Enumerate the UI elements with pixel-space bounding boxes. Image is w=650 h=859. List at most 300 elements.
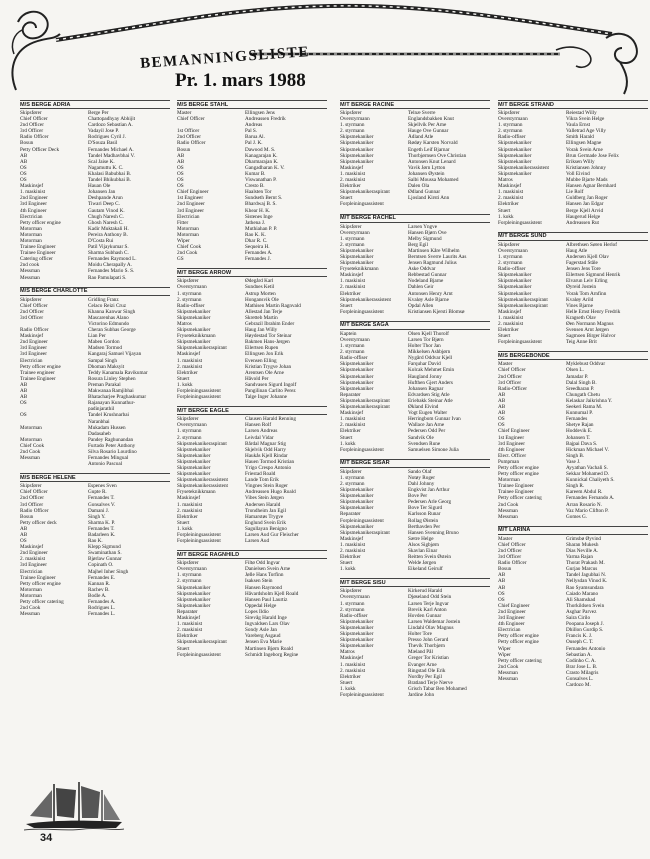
crew-role: 2. styrmann xyxy=(340,606,365,613)
crew-name: Andreassen Fredrik xyxy=(245,116,286,123)
crew-name: Cheran Subhas George xyxy=(88,327,136,334)
crew-role: 2nd Engineer xyxy=(20,195,48,202)
crew-name: Dahl Johnny xyxy=(408,480,435,487)
crew-name: Tandel Jagubhai N. xyxy=(566,572,607,579)
crew-role: Master xyxy=(177,110,192,116)
crew-role: 2nd Officer xyxy=(177,134,201,141)
crew-name: Hongansvik Ole xyxy=(245,296,279,303)
crew-role: Petty officer engine xyxy=(20,363,61,370)
crew-role: Messman xyxy=(20,268,40,275)
crew-role: Skipsfører xyxy=(20,296,42,303)
crew-name: Rosura Linley Stephen xyxy=(88,375,136,382)
crew-role: Fryseteknikkmann xyxy=(177,333,216,340)
crew-name: Pedersen Odd Per xyxy=(408,428,446,435)
crew-name: Ingvaldsen Lars Olav xyxy=(245,621,290,628)
column-2 xyxy=(177,100,327,664)
crew-name: Silva Rosario Lourdino xyxy=(88,448,137,455)
crew-row xyxy=(177,256,327,262)
crew-role: Petty officer catering xyxy=(20,599,64,606)
crew-name: Pangilinan Carlito Perez xyxy=(245,388,296,395)
ship-section xyxy=(177,268,327,400)
crew-name: Mikkelsen Ashbjørn xyxy=(408,349,451,356)
crew-name: Trondheim Jan Egil xyxy=(245,507,287,514)
crew-role: 3rd Officer xyxy=(20,128,44,135)
crew-role: Chief Officer xyxy=(177,116,205,123)
crew-name: Bove Per xyxy=(408,493,428,500)
crew-role: AB xyxy=(498,404,506,411)
crew-name: Rebbestad Gunnar xyxy=(408,272,447,279)
crew-role: Reparatør xyxy=(340,391,361,398)
crew-name: Larsen Tor Bjørn xyxy=(408,337,444,343)
crew-role: 2nd Officer xyxy=(20,308,44,315)
crew-name: Patil Vijaykumar S. xyxy=(88,244,129,251)
crew-role: Overstyrmann xyxy=(340,229,370,236)
crew-name: Hufthen Gjert Anders xyxy=(408,379,453,386)
crew-name: Grisch Tabar Ben Mohamed xyxy=(408,685,467,692)
crew-role: Reparatør xyxy=(340,511,361,518)
crew-name: Vase J. xyxy=(566,458,581,465)
crew-name: Barua Al. xyxy=(245,134,265,141)
crew-row xyxy=(340,309,490,315)
crew-name: Skjellvik Per Arne xyxy=(408,122,447,129)
crew-name: Ringstad Ole Erik xyxy=(408,667,446,674)
crew-name: Francis K. J. xyxy=(566,633,593,640)
crew-role: AB xyxy=(20,532,28,538)
crew-name: Clausen Harald Renning xyxy=(245,416,296,423)
crew-role: Skipsmekaniker xyxy=(340,146,374,153)
crew-name: Ellingsen Jon Erik xyxy=(245,351,284,358)
crew-name: Herringbom Gunnar Ivan xyxy=(408,416,461,423)
crew-role: 1. styrmann xyxy=(498,253,523,260)
crew-name: Ellingsen Magne xyxy=(566,140,602,147)
crew-role: 1. maskinist xyxy=(340,541,366,548)
crew-role: Petty officer deck xyxy=(20,519,57,526)
crew-role: 2. maskinist xyxy=(340,667,366,674)
crew-role: 2. styrmann xyxy=(340,480,365,487)
crew-name: Fernandes Michael A. xyxy=(88,146,134,153)
crew-name: Pandey Raghunandan xyxy=(88,436,134,443)
crew-role: OS xyxy=(498,416,505,423)
crew-role: Skipsmekaniker xyxy=(177,464,211,471)
crew-role: Maskinsjef xyxy=(20,183,44,190)
crew-role: 1. maskinist xyxy=(177,621,203,628)
crew-name: Teig Anne Brit xyxy=(566,339,597,346)
crew-name: Makwanaa Ramjibhai xyxy=(88,388,134,395)
crew-role: Forpleiningsassistent xyxy=(340,308,384,315)
crew-role: OS xyxy=(20,538,27,545)
crew-role: AB xyxy=(20,525,28,532)
crew-role: 2. maskinist xyxy=(340,284,366,291)
crew-role: Trainee Engineer xyxy=(498,483,534,490)
crew-name: Schmidt Ingeborg Regine xyxy=(245,651,299,658)
crew-name: Varma Rajan xyxy=(566,554,593,561)
crew-name: Øyreid Jostein xyxy=(566,284,597,291)
crew-role: 1. styrmann xyxy=(340,474,365,481)
sailing-ship-illustration xyxy=(24,780,124,832)
crew-name: Eikeland Geirulf xyxy=(408,566,443,573)
crew-role: Skipsfører xyxy=(177,278,199,285)
crew-name: Singh B. xyxy=(566,452,585,459)
crew-name: Bajpai Dava S. xyxy=(566,440,598,447)
crew-name: Skretteb Martin xyxy=(245,314,278,321)
ship-name: M/T BERGE SISAR xyxy=(340,459,490,468)
crew-name: Håvardsholm Kjell Roald xyxy=(245,590,299,597)
crew-name: Codinho C. A. xyxy=(566,657,596,664)
crew-name: Johansen T. xyxy=(566,434,591,441)
crew-role: 1. kokk xyxy=(340,685,356,692)
crew-role: Petty officer catering xyxy=(498,495,542,502)
crew-role: 1. styrmann xyxy=(340,600,365,607)
crew-name: Viswanathan P. xyxy=(245,177,277,184)
crew-role: Maskinsjef xyxy=(340,164,364,171)
crew-role: 1. kokk xyxy=(340,440,356,447)
crew-role: AB xyxy=(20,394,28,401)
crew-role: Trainee Engineer xyxy=(20,375,56,382)
crew-role: Petty officer engine xyxy=(20,219,61,226)
crew-name: Alsos Sigbjørn xyxy=(408,541,439,548)
ship-section xyxy=(340,459,490,573)
crew-role: Matros xyxy=(177,321,192,327)
crew-name: Leivdal Vidar xyxy=(245,434,274,441)
crew-name: Sando Olaf xyxy=(408,468,432,475)
crew-role: Skipsfører xyxy=(20,483,42,490)
crew-name: Edvardsen Stig Atle xyxy=(408,391,450,398)
crew-name: Antonsen Henry Arnt xyxy=(408,290,453,297)
crew-name: Vareberg Asgaud xyxy=(245,633,281,640)
crew-role: Skipsmekanikerassistent xyxy=(177,483,229,490)
crew-role: Elektriker xyxy=(177,513,198,520)
crew-role: Elektriker xyxy=(177,633,198,640)
crew-name: Furtado Peter Anthony xyxy=(88,442,136,449)
crew-name: Rao Syamsundara xyxy=(566,584,604,591)
crew-name: Vorak Svein Arne xyxy=(566,146,603,153)
crew-role: Kaptein xyxy=(340,330,357,337)
ship-name: M/T LARINA xyxy=(498,526,648,535)
crew-role: Radio Officer xyxy=(20,134,49,141)
crew-role: Trainee Engineer xyxy=(20,574,56,581)
crew-name: Eriksen Willy xyxy=(566,158,595,165)
crew-role: Maskinsjef xyxy=(20,544,44,551)
ship-section xyxy=(340,321,490,453)
crew-name: Vavik Jørn Lytton xyxy=(408,164,446,171)
crew-role: Forpleiningsassistent xyxy=(498,219,542,226)
crew-name: Khear H. K. xyxy=(245,207,271,214)
crew-name: Hoddevik E. xyxy=(566,428,593,435)
crew-name: Ellingsen Jens xyxy=(245,110,275,116)
crew-role: OS xyxy=(498,596,505,603)
crew-role: 3rd Officer xyxy=(498,379,522,386)
crew-role: Chief Officer xyxy=(498,367,526,374)
crew-role: Maskinsjef xyxy=(498,183,522,190)
crew-name: Cresto B. xyxy=(245,183,265,190)
crew-name: Vines Bjarne xyxy=(566,302,593,309)
crew-name: Rodrigues Cyril J. xyxy=(88,134,126,141)
crew-role: AB xyxy=(20,152,28,159)
crew-name: Brar Jose L. B. xyxy=(566,663,598,670)
crew-name: Shetye Rajan xyxy=(566,422,594,429)
crew-name: Jensen Eva Marie xyxy=(245,639,282,646)
crew-name: Antonsen Knut Lenard xyxy=(408,158,456,165)
page-date: Pr. 1. mars 1988 xyxy=(175,70,306,91)
crew-role: 2. maskinist xyxy=(498,195,524,202)
crew-role: Electrician xyxy=(20,357,43,364)
crew-name: Hansen Jan Edgar xyxy=(566,201,604,208)
crew-name: Smith Harald xyxy=(566,134,594,141)
crew-role: Maskinsjef xyxy=(177,495,201,502)
crew-role: Radio-offiser xyxy=(498,134,526,141)
crew-name: Fagerstad Ståle xyxy=(566,260,598,267)
crew-name: Nordby Per Egil xyxy=(408,673,443,680)
crew-name: Astrup Morten xyxy=(245,290,276,297)
crew-role: Skipsmekanikerassistent xyxy=(340,296,392,303)
crew-row xyxy=(20,611,170,617)
page-number: 34 xyxy=(40,832,53,844)
crew-name: Badarleen K. xyxy=(88,532,116,538)
crew-role: Skipsmekaniker xyxy=(498,278,532,285)
crew-name: Muthiahan P. P. xyxy=(245,225,278,232)
crew-role: Skipsmekaniker xyxy=(340,361,374,368)
crew-role: Skipsfører xyxy=(498,110,520,116)
crew-role: Elektriker xyxy=(498,327,519,334)
crew-role: Elektriker xyxy=(340,554,361,561)
crew-name: Berg Egil xyxy=(408,241,428,248)
crew-name: Rollag Øistein xyxy=(408,517,439,524)
crew-name: Larsen Waldemar Jostein xyxy=(408,618,461,625)
crew-role: 2nd Engineer xyxy=(20,550,48,557)
crew-name: Skjelvik Odd Harry xyxy=(245,446,286,453)
crew-role: 2. styrmann xyxy=(498,260,523,267)
crew-role: Skipsmekaniker xyxy=(177,590,211,597)
crew-name: Sirevåg Harald Inge xyxy=(245,615,287,622)
crew-name: Dhoman Maksyit xyxy=(88,363,125,370)
crew-role: Trainee engineer xyxy=(20,369,55,376)
crew-role: Electrician xyxy=(20,568,43,575)
crew-role: Skipsmekanikeraspirant xyxy=(340,189,390,196)
crew-name: Opdal Allen xyxy=(408,302,434,309)
crew-name: Andreassen Hugo Roald xyxy=(245,489,296,496)
crew-role: Pumpman xyxy=(498,458,520,465)
crew-name: Ødegård Karl xyxy=(245,278,274,285)
crew-role: 1. styrmann xyxy=(340,122,365,129)
crew-name: Jølle Hans Torfinn xyxy=(245,572,284,579)
crew-role: 3rd Officer xyxy=(20,501,44,508)
crew-name: D'Costa Rui xyxy=(88,237,114,244)
crew-role: 2. maskinist xyxy=(20,556,46,563)
ship-name: M/T BERGE ARROW xyxy=(177,268,327,277)
crew-name: Cardozo M. xyxy=(566,682,591,689)
crew-name: Gurjao Marcus xyxy=(566,566,598,573)
crew-name: Holter Tore xyxy=(408,631,432,638)
crew-name: Kunnumal P. xyxy=(566,410,593,417)
ship-section xyxy=(20,100,170,281)
crew-role: Fitter xyxy=(177,219,189,226)
crew-name: Singh R. xyxy=(566,483,585,490)
crew-role: 1. maskinist xyxy=(340,278,366,285)
crew-role: Skipsmekaniker xyxy=(177,471,211,478)
crew-name: Singh Y. xyxy=(88,513,106,520)
crew-role: Overstyrmann xyxy=(340,594,370,601)
crew-role: AB xyxy=(498,391,506,398)
crew-role: 2. styrmann xyxy=(340,128,365,135)
crew-name: Dalal Singh B. xyxy=(566,379,597,386)
crew-role: 2. styrmann xyxy=(498,128,523,135)
crew-name: Sequeira H. xyxy=(245,244,270,251)
crew-role: Petty officer engine xyxy=(498,464,539,471)
crew-role: Skipsmekanikeraspirant xyxy=(498,296,548,303)
crew-name: Vibes Stein Jørgen xyxy=(245,495,284,502)
crew-name: Andersen Kjell Olav xyxy=(566,253,609,260)
crew-role: Overstyrmann xyxy=(340,116,370,123)
crew-name: Kragseth Olav xyxy=(566,314,597,321)
crew-name: Mæland Pål xyxy=(408,649,433,656)
crew-role: Maskinsjef xyxy=(20,333,44,340)
crew-name: Kristiansen Kjersti Blomsø xyxy=(408,308,465,315)
crew-name: Fernandes J. xyxy=(245,256,271,263)
crew-name: Yrigo Crespo Antonio xyxy=(245,464,292,471)
crew-name: Ali Shamshad xyxy=(566,596,596,603)
crew-role xyxy=(20,461,88,467)
crew-name: Deshpande Arun xyxy=(88,195,123,202)
crew-role: Forpleiningsassistent xyxy=(340,446,384,453)
crew-name: Bratland Terje Nærve xyxy=(408,679,453,686)
crew-name: Salbi Moussa Mohamed xyxy=(408,177,459,184)
crew-name: Mukadam Hussen xyxy=(88,424,126,431)
crew-name: Allestad Jan Terje xyxy=(245,308,283,315)
crew-name: Dalen Ola xyxy=(408,183,430,190)
crew-role: Overstyrmann xyxy=(498,247,528,254)
crew-name: Crasto Milagris xyxy=(566,669,599,676)
crew-role: 3rd Engineer xyxy=(498,615,525,622)
crew-role: Skipsmekaniker xyxy=(340,247,374,254)
crew-name: Ouseph C. T. xyxy=(566,639,594,646)
crew-role: 4th Engineer xyxy=(20,207,47,214)
crew-role: Skipsmekaniker xyxy=(177,584,211,591)
crew-name: Bårdal Magnar Stig xyxy=(245,440,286,447)
crew-name: Larsen Aud Gur Fleischer xyxy=(245,532,299,538)
crew-name: Sagullayan Benigno xyxy=(245,525,287,532)
crew-name: Gebrazil Ibrahim Ender xyxy=(245,321,295,327)
crew-name: Helle Ernst Henry Fredrik xyxy=(566,308,621,315)
crew-role: Forpleiningsassistent xyxy=(177,538,221,545)
crew-role: AB xyxy=(498,410,506,417)
crew-role: Skipsmekaniker xyxy=(177,339,211,346)
crew-role: 2nd Cook xyxy=(498,501,519,508)
column-1 xyxy=(20,100,170,623)
crew-role: 2. maskinist xyxy=(177,363,203,370)
crew-name: Johansen Øystein xyxy=(408,170,445,177)
crew-role: 1. kokk xyxy=(177,381,193,388)
crew-name: Kristian Trygve Johan xyxy=(245,363,292,370)
crew-role: Messman xyxy=(20,611,40,618)
crew-name: Kanagarajan K. xyxy=(245,152,278,159)
crew-name: Chattopadhyay Abhijit xyxy=(88,116,136,123)
crew-role: 1. kokk xyxy=(340,566,356,573)
crew-name: Dias Neville A. xyxy=(566,548,599,554)
crew-name: Rao K. K. xyxy=(245,231,267,238)
crew-name: Khanna Kanwar Singh xyxy=(88,308,136,315)
crew-role: Skipsmekaniker xyxy=(177,452,211,459)
crew-name: Dahlen Geir xyxy=(408,284,434,291)
crew-role: OS xyxy=(20,412,27,419)
crew-role: Skipsmekanikeraspirant xyxy=(340,529,390,536)
crew-role: Skipsmekaniker xyxy=(340,158,374,165)
ship-section xyxy=(498,232,648,346)
crew-role: 2nd Engineer xyxy=(20,339,48,346)
crew-role: Skipsfører xyxy=(498,241,520,248)
crew-role: 2. styrmann xyxy=(340,241,365,248)
crew-row xyxy=(177,652,327,658)
crew-name: Sætre Helge xyxy=(408,535,434,542)
crew-role: 1. styrmann xyxy=(177,572,202,579)
crew-name: Dawood M. S. xyxy=(245,146,276,153)
crew-role: 2. maskinist xyxy=(177,627,203,634)
crew-role: Skipsmekaniker xyxy=(498,272,532,279)
crew-role: OS xyxy=(20,164,27,171)
crew-name: Fernandes Mario S. S. xyxy=(88,268,135,275)
crew-name: Lindahl Olav Magnus xyxy=(408,624,454,631)
crew-role: Chief Engineer xyxy=(498,602,530,609)
crew-role: Stuert xyxy=(340,679,353,686)
crew-name: Kumar B. xyxy=(245,170,266,177)
crew-role: Wiper xyxy=(177,237,190,244)
crew-name: Andersen Harald xyxy=(245,501,281,508)
crew-role: Skipsmekaniker xyxy=(340,499,374,506)
ship-name: M/T BERGE EAGLE xyxy=(177,406,327,415)
crew-name: Johansen Jan xyxy=(88,189,116,196)
page-title: BEMANNINGSLISTE xyxy=(139,44,311,72)
crew-row xyxy=(340,201,490,207)
crew-role: Forpleiningsassistent xyxy=(177,394,221,401)
crew-role: OS xyxy=(177,164,184,171)
crew-name: Voll Eivind xyxy=(566,170,590,177)
crew-name: Haug Jan Willy xyxy=(245,327,278,334)
crew-name: Nodeland Bjarne xyxy=(408,278,444,285)
crew-role: Skipsmekaniker xyxy=(498,290,532,297)
crew-name: Ådland Atle xyxy=(408,134,434,141)
crew-name: Dharmarajan K. xyxy=(245,158,279,165)
crew-role: 4th Engineer xyxy=(498,446,525,453)
crew-role: Motorman xyxy=(20,237,42,244)
crew-role: Forpleiningsassistent xyxy=(177,532,221,538)
crew-name: Evanger Arne xyxy=(408,661,437,668)
crew-name: Arentsen Ole Arne xyxy=(245,369,284,376)
crew-name: Fernandes Mingual xyxy=(88,455,129,462)
crew-role: Maskinsjef xyxy=(177,351,201,358)
crew-name: Djøseland Odd Stein xyxy=(408,594,452,601)
crew-role: 2nd Officer xyxy=(498,373,522,380)
crew-role: Bosun xyxy=(20,140,34,147)
crew-name: Fernandes A. xyxy=(245,250,273,257)
crew-name: Kunnickal Chaliyeth S. xyxy=(566,477,615,484)
ship-section xyxy=(498,100,648,226)
crew-role: Radio-offiser xyxy=(177,302,205,309)
ship-name: M/T BERGE SISU xyxy=(340,578,490,587)
crew-role: Overstyrmann xyxy=(177,284,207,291)
crew-role: 4th Engineer xyxy=(498,621,525,628)
crew-role: 1. styrmann xyxy=(177,290,202,297)
crew-name: Saira Cirilo xyxy=(566,615,591,622)
crew-name: Thorat Prakash M. xyxy=(566,560,605,567)
crew-name: Rao Pamulapati S. xyxy=(88,274,127,281)
crew-name: Victorino Edmundo xyxy=(88,321,130,327)
crew-role: Skipsmekaniker xyxy=(340,523,374,530)
crew-name: Bove Ter Sigurd xyxy=(408,505,443,512)
crew-role: Master xyxy=(498,361,513,368)
crew-name: Gangadharan K. V. xyxy=(245,164,285,171)
crew-role: Skipsmekaniker xyxy=(498,284,532,291)
crew-name: Gridling Franz xyxy=(88,296,119,303)
crew-role: Skipsmekaniker xyxy=(177,458,211,465)
